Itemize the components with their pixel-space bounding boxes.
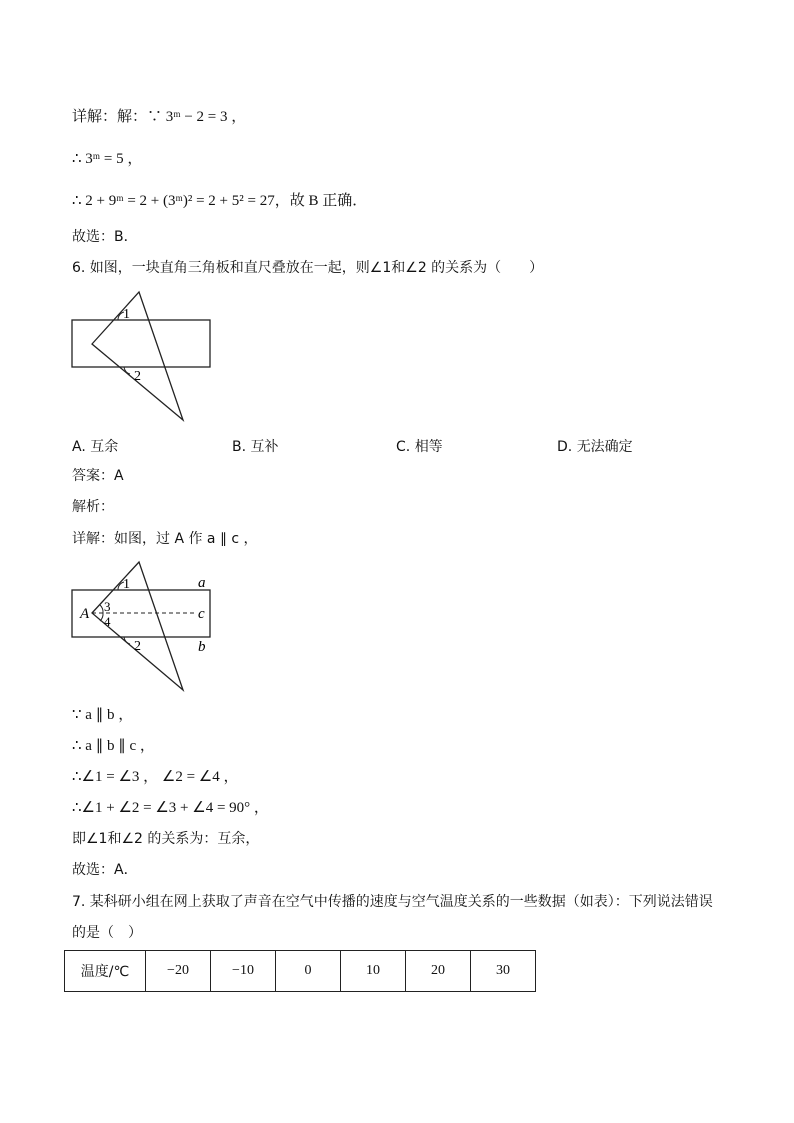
angle4-arc xyxy=(100,613,103,621)
analysis-heading: 解析： xyxy=(72,499,114,515)
triangle-shape xyxy=(92,292,183,420)
answer: 答案：A xyxy=(72,468,124,484)
label-2: 2 xyxy=(134,639,141,654)
step-6: 故选：A． xyxy=(72,862,138,878)
angle2-arc-2 xyxy=(124,637,130,644)
angle1-arc xyxy=(118,312,124,320)
question-7-line2: 的是（ ） xyxy=(72,925,142,941)
step-3: ∴∠1 = ∠3 ， ∠2 = ∠4 ， xyxy=(72,769,239,785)
angle1-arc-2 xyxy=(118,582,124,590)
table-cell: −20 xyxy=(146,951,211,992)
temperature-table xyxy=(64,950,536,992)
choice-line-q5: 故选：B． xyxy=(72,229,138,245)
table-cell: −10 xyxy=(211,951,276,992)
angle2-label: 2 xyxy=(134,369,141,384)
detail-intro: 详解：如图，过 A 作 a ∥ c ， xyxy=(72,531,258,547)
step-5: 即∠1和∠2 的关系为：互余， xyxy=(72,831,260,847)
label-b: b xyxy=(198,639,206,655)
table-row xyxy=(65,951,536,992)
angle3-arc xyxy=(100,605,103,613)
label-3: 3 xyxy=(104,599,111,614)
label-A: A xyxy=(80,606,90,622)
angle1-label: 1 xyxy=(123,307,130,322)
label-c: c xyxy=(198,606,205,622)
label-4: 4 xyxy=(104,614,111,629)
option-b: B. 互补 xyxy=(232,439,279,455)
step-4: ∴∠1 + ∠2 = ∠3 + ∠4 = 90° ， xyxy=(72,800,269,816)
step-1: ∵ a ∥ b ， xyxy=(72,707,134,723)
table-header-cell: 温度/℃ xyxy=(65,951,146,992)
option-c: C. 相等 xyxy=(396,439,443,455)
ruler-rect-2 xyxy=(72,590,210,637)
step-2: ∴ a ∥ b ∥ c ， xyxy=(72,738,155,754)
label-a: a xyxy=(198,575,206,591)
table-cell: 10 xyxy=(341,951,406,992)
question-7-line1: 7. 某科研小组在网上获取了声音在空气中传播的速度与空气温度关系的一些数据（如表）：下列说法错误 xyxy=(72,894,713,910)
label-1: 1 xyxy=(123,577,130,592)
option-a: A. 互余 xyxy=(72,439,119,455)
option-d: D. 无法确定 xyxy=(557,439,633,455)
detail-line-1: 详解：解：∵ 3ᵐ − 2 = 3 ， xyxy=(72,109,247,125)
table-cell: 20 xyxy=(406,951,471,992)
ruler-rect xyxy=(72,320,210,367)
table-cell: 0 xyxy=(276,951,341,992)
angle2-arc xyxy=(124,367,130,374)
triangle-shape-2 xyxy=(92,562,183,690)
detail-line-2: ∴ 3ᵐ = 5 ， xyxy=(72,151,143,167)
table-cell: 30 xyxy=(471,951,536,992)
question-6: 6. 如图，一块直角三角板和直尺叠放在一起，则∠1和∠2 的关系为（ ） xyxy=(72,260,544,276)
detail-line-3: ∴ 2 + 9ᵐ = 2 + (3ᵐ)² = 2 + 5² = 27，故 B 正确． xyxy=(72,193,368,209)
